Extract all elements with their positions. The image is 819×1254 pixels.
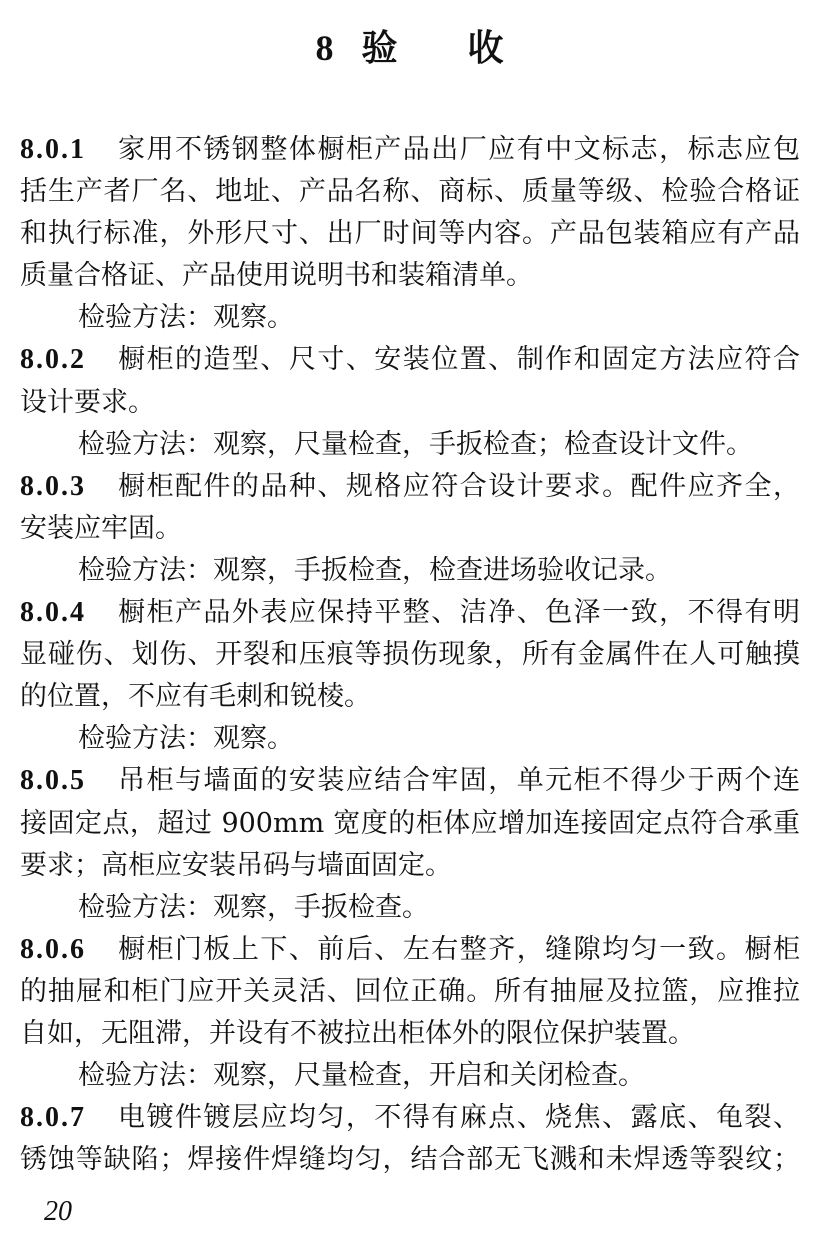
clause-text-line: 接固定点，超过 900mm 宽度的柜体应增加连接固定点符合承重 bbox=[20, 807, 800, 839]
clause-text-line: 的抽屉和柜门应开关灵活、回位正确。所有抽屉及拉篮，应推拉 bbox=[20, 975, 800, 1007]
document-body bbox=[20, 129, 800, 1181]
inspection-method: 检验方法：观察，手扳检查。 bbox=[78, 891, 429, 923]
clause-8-0-3 bbox=[20, 466, 800, 592]
clause-number: 8.0.5 bbox=[20, 765, 86, 797]
clause-text-line: 自如，无阻滞，并设有不被拉出柜体外的限位保护装置。 bbox=[20, 1017, 695, 1049]
clause-text-line: 要求；高柜应安装吊码与墙面固定。 bbox=[20, 849, 452, 881]
clause-number: 8.0.1 bbox=[20, 134, 86, 165]
clause-8-0-2 bbox=[20, 339, 800, 465]
clause-8-0-4 bbox=[20, 592, 800, 760]
clause-text: 橱柜配件的品种、规格应符合设计要求。配件应齐全， bbox=[118, 470, 800, 502]
clause-8-0-7 bbox=[20, 1097, 800, 1181]
clause-text: 橱柜门板上下、前后、左右整齐，缝隙均匀一致。橱柜 bbox=[118, 933, 800, 965]
clause-text: 电镀件镀层应均匀，不得有麻点、烧焦、露底、龟裂、 bbox=[118, 1102, 800, 1134]
inspection-method: 检验方法：观察，手扳检查，检查进场验收记录。 bbox=[78, 554, 672, 586]
clause-text-line: 质量合格证、产品使用说明书和装箱清单。 bbox=[20, 260, 533, 292]
clause-first-line bbox=[20, 760, 800, 802]
clause-number: 8.0.4 bbox=[20, 597, 86, 629]
clause-8-0-5 bbox=[20, 760, 800, 928]
clause-text-line: 显碰伤、划伤、开裂和压痕等损伤现象，所有金属件在人可触摸 bbox=[20, 639, 800, 671]
clause-number: 8.0.7 bbox=[20, 1102, 86, 1134]
clause-8-0-1 bbox=[20, 129, 800, 339]
page-number: 20 bbox=[44, 1196, 72, 1227]
inspection-method: 检验方法：观察，尺量检查，开启和关闭检查。 bbox=[78, 1060, 645, 1092]
chapter-title bbox=[0, 20, 819, 71]
clause-text: 橱柜产品外表应保持平整、洁净、色泽一致，不得有明 bbox=[118, 597, 800, 629]
clause-first-line bbox=[20, 592, 800, 634]
chapter-title-word-2: 收 bbox=[467, 27, 504, 69]
clause-text-line: 和执行标准，外形尺寸、出厂时间等内容。产品包装箱应有产品 bbox=[20, 218, 800, 250]
clause-text-line: 的位置，不应有毛刺和锐棱。 bbox=[20, 681, 371, 713]
clause-first-line bbox=[20, 466, 800, 508]
chapter-title-word-1: 验 bbox=[361, 27, 398, 69]
clause-number: 8.0.2 bbox=[20, 344, 86, 376]
clause-text-line: 设计要求。 bbox=[20, 386, 155, 418]
clause-text: 家用不锈钢整体橱柜产品出厂应有中文标志，标志应包 bbox=[118, 134, 800, 165]
clause-text: 吊柜与墙面的安装应结合牢固，单元柜不得少于两个连 bbox=[118, 765, 800, 797]
clause-first-line bbox=[20, 1097, 800, 1139]
clause-first-line bbox=[20, 339, 800, 381]
clause-text-line: 锈蚀等缺陷；焊接件焊缝均匀，结合部无飞溅和未焊透等裂纹； bbox=[20, 1144, 800, 1176]
inspection-method: 检验方法：观察。 bbox=[78, 723, 294, 755]
clause-text-line: 括生产者厂名、地址、产品名称、商标、质量等级、检验合格证 bbox=[20, 176, 800, 208]
clause-number: 8.0.6 bbox=[20, 933, 86, 965]
inspection-method: 检验方法：观察，尺量检查，手扳检查；检查设计文件。 bbox=[78, 428, 753, 460]
clause-8-0-6 bbox=[20, 929, 800, 1097]
clause-first-line bbox=[20, 129, 800, 171]
clause-first-line bbox=[20, 929, 800, 971]
clause-text: 橱柜的造型、尺寸、安装位置、制作和固定方法应符合 bbox=[118, 344, 800, 376]
inspection-method: 检验方法：观察。 bbox=[78, 302, 294, 334]
chapter-number: 8 bbox=[315, 28, 334, 68]
clause-number: 8.0.3 bbox=[20, 470, 86, 502]
clause-text-line: 安装应牢固。 bbox=[20, 512, 182, 544]
